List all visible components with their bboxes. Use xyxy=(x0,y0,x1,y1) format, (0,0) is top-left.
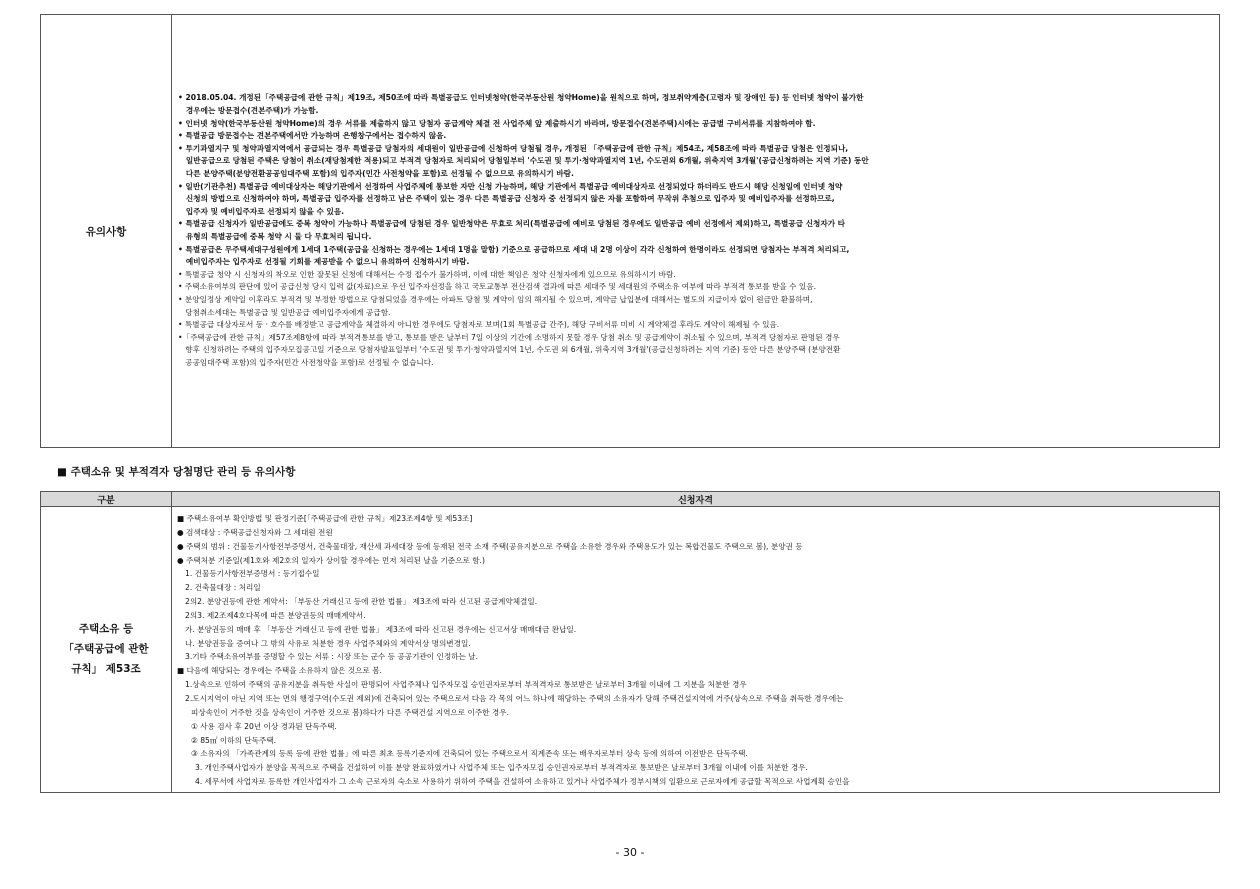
notes-line: 경우에는 방문접수(견본주택)가 가능함. xyxy=(178,106,319,116)
notes-line: 예비입주자는 입주자로 선정될 기회를 제공받을 수 없으니 유의하여 신청하시기 바람. xyxy=(178,257,470,267)
ownership-line: ● 검색대상 : 주택공급신청자와 그 세대원 전원 xyxy=(177,527,333,537)
notes-line: • 일반(기관추천) 특별공급 예비대상자는 해당기관에서 선정하여 사업주체에 통보한 자만 신청 가능하며, 해당 기관에서 특별공급 예비대상자로 선정되었다 하더라도 반드시 해당 신청일에 인터넷 청약 xyxy=(178,181,843,191)
notes-line: • 특별공급 방문접수는 견본주택에서만 가능하며 은행창구에서는 접수하지 않음. xyxy=(178,131,447,141)
ownership-line: ● 주택의 범위 : 건물등기사항전부증명서, 건축물대장, 재산세 과세대장 등에 등재된 전국 소재 주택(공유지분으로 주택을 소유한 경우와 주택용도가 있는 복합건물도 주택으로 봄), 분양권 등 xyxy=(177,541,803,551)
notes-line: • 인터넷 청약(한국부동산원 청약Home)의 경우 서류를 제출하지 않고 당첨자 공급계약 체결 전 사업주체 앞 제출하시기 바라며, 방문접수(견본주택)시에는 공급별 구비서류를 지참하여야 함. xyxy=(178,118,816,128)
notes-line: • 특별공급 대상자로서 동 · 호수를 배정받고 공급계약을 체결하지 아니한 경우에도 당첨자로 보며(1회 특별공급 간주), 해당 구비서류 미비 시 계약체결 후라도 계약이 해제될 수 있음. xyxy=(178,320,780,330)
notes-lines xyxy=(178,92,1211,369)
notes-line: 다른 분양주택(분양전환공공임대주택 포함)의 입주자(민간 사전청약을 포함)로 선정될 수 없으므로 유의하시기 바람. xyxy=(178,169,574,179)
notes-line: • 특별공급은 무주택세대구성원에게 1세대 1주택(공급을 신청하는 경우에는 1세대 1명을 말함) 기준으로 공급하므로 세대 내 2명 이상이 각각 신청하여 한명이라도 선정되면 당첨자는 부적격 처리되고, xyxy=(178,244,850,254)
ownership-line: 2의3. 제2조제4호다목에 따른 분양권등의 매매계약서. xyxy=(185,610,366,620)
ownership-line: 3. 개인주택사업자가 분양을 목적으로 주택을 건설하여 이를 분양 완료하였거나 사업주체 또는 입주자모집 승인권자로부터 부적격자로 통보받은 날로부터 3개월 이내에 이를 처분한 경우. xyxy=(195,763,808,773)
notes-line: 당첨취소세대는 특별공급 및 일반공급 예비입주자에게 공급함. xyxy=(178,307,391,317)
notes-body xyxy=(172,15,1220,448)
notes-line: • 분양일정상 계약일 이후라도 부적격 및 부정한 방법으로 당첨되었을 경우에는 아파트 당첨 및 계약이 임의 해지될 수 있으며, 계약금 납입분에 대해서는 별도의 지급이자 없이 원금만 환불하며, xyxy=(178,294,813,304)
notes-line: 입주자 및 예비입주자로 선정되지 않을 수 있음. xyxy=(178,206,345,216)
ownership-line: ② 85㎡ 이하의 단독주택. xyxy=(191,735,277,745)
notes-label: 유의사항 xyxy=(41,15,172,448)
ownership-line: 1.상속으로 인하여 주택의 공유지분을 취득한 사실이 판명되어 사업주체나 입주자모집 승인권자로부터 부적격자로 통보받은 날로부터 3개월 이내에 그 지분을 처분한 경우 xyxy=(185,680,747,690)
ownership-label-line: 「주택공급에 관한 xyxy=(63,643,149,656)
notes-line: 일반공급으로 당첨된 주택은 당첨이 취소(재당첨제한 적용)되고 부적격 당첨자로 처리되어 당첨일부터 '수도권 및 투기·청약과열지역 1년, 수도권외 6개월, 위축지역 3개월'(공급신청하려는 지역 기준) 동안 xyxy=(178,156,869,166)
notes-line: 신청의 방법으로 신청하여야 하며, 특별공급 입주자를 선정하고 남은 주택이 있는 경우 다른 특별공급 신청자 중 선정되지 않은 자를 포함하여 무작위 추첨으로 입주자 및 예비입주자를 선정하므로, xyxy=(178,194,835,204)
notes-line: • 투기과열지구 및 청약과열지역에서 공급되는 경우 특별공급 당첨자의 세대원이 일반공급에 신청하여 당첨될 경우, 개정된 「주택공급에 관한 규칙」제54조, 제58조에 따라 특별공급 당첨은 인정되나, xyxy=(178,143,849,153)
ownership-line: 4. 세무서에 사업자로 등록한 개인사업자가 그 소속 근로자의 숙소로 사용하기 위하여 주택을 건설하여 소유하고 있거나 사업주체가 정부시책의 일환으로 근로자에게 공급할 목적으로 사업계획 승인을 xyxy=(195,777,850,787)
col-header-category: 구분 xyxy=(41,492,172,507)
ownership-lines xyxy=(177,512,1213,789)
notes-line: 유형의 특별공급에 중복 청약 시 둘 다 무효처리 됩니다. xyxy=(178,232,372,241)
notes-line: 향후 신청하려는 주택의 입주자모집공고일 기준으로 당첨자발표일부터 '수도권 및 투기·청약과열지역 1년, 수도권 외 6개월, 위축지역 3개월'(공급신청하려는 지역 기준) 동안 다른 분양주택 (분양전환 xyxy=(178,345,841,355)
ownership-line: ● 주택처분 기준일(제1호와 제2호의 일자가 상이할 경우에는 먼저 처리된 날을 기준으로 함.) xyxy=(177,555,485,565)
ownership-line: ③ 소유자의 「가족관계의 등록 등에 관한 법률」에 따른 최초 등록기준지에 건축되어 있는 주택으로서 직계존속 또는 배우자로부터 상속 등에 의하여 이전받은 단독주택. xyxy=(191,749,748,759)
ownership-line: 나. 분양권등을 증여나 그 밖의 사유로 처분한 경우 사업주체와의 계약서상 명의변경일. xyxy=(185,638,471,648)
notes-line: • 특별공급 청약 시 신청자의 착오로 인한 잘못된 신청에 대해서는 수정 접수가 불가하며, 이에 대한 책임은 청약 신청자에게 있으므로 유의하시기 바람. xyxy=(178,269,676,279)
notes-table xyxy=(40,14,1220,448)
ownership-body xyxy=(172,507,1220,793)
ownership-line: ① 사용 검사 후 20년 이상 경과된 단독주택. xyxy=(191,721,337,731)
ownership-line: 가. 분양권등의 매매 후 「부동산 거래신고 등에 관한 법률」 제3조에 따라 신고된 경우에는 신고서상 매매대금 완납일. xyxy=(185,624,577,634)
ownership-label-line: 주택소유 등 xyxy=(78,623,134,636)
ownership-table xyxy=(40,491,1220,793)
ownership-line: 2의2. 분양권등에 관한 계약서: 「부동산 거래신고 등에 관한 법률」 제3조에 따라 신고된 공급계약체결일. xyxy=(185,597,538,607)
notes-line: •「주택공급에 관한 규칙」제57조제8항에 따라 부적격통보를 받고, 통보를 받은 날부터 7일 이상의 기간에 소명하지 못할 경우 당첨 취소 및 공급계약이 취소될 수 있으며, 부적격 당첨자로 판명된 경우 xyxy=(178,332,840,342)
notes-line: • 특별공급 신청자가 일반공급에도 중복 청약이 가능하나 특별공급에 당첨된 경우 일반청약은 무효로 처리(특별공급에 예비로 당첨된 경우에도 일반공급 예비 선정에서 제외)하고, 특별공급 신청자가 타 xyxy=(178,219,846,229)
ownership-line: ■ 주택소유여부 확인방법 및 판정기준[「주택공급에 관한 규칙」제23조제4항 및 제53조] xyxy=(177,514,473,523)
notes-line: • 2018.05.04. 개정된「주택공급에 관한 규칙」제19조, 제50조에 따라 특별공급도 인터넷청약(한국부동산원 청약Home)을 원칙으로 하며, 정보취약계층(고령자 및 장애인 등) 등 인터넷 청약이 불가한 xyxy=(178,93,864,103)
ownership-line: ■ 다음에 해당되는 경우에는 주택을 소유하지 않은 것으로 봄. xyxy=(177,666,382,676)
ownership-line: 3.기타 주택소유여부를 증명할 수 있는 서류 : 시장 또는 군수 등 공공기관이 인정하는 날. xyxy=(185,652,479,662)
ownership-label xyxy=(41,507,172,793)
notes-line: 공공임대주택 포함)의 입주자(민간 사전청약을 포함)로 선정될 수 없습니다. xyxy=(178,357,434,367)
ownership-label-line: 규칙」 제53조 xyxy=(71,663,141,676)
section-title: ■ 주택소유 및 부적격자 당첨명단 관리 등 유의사항 xyxy=(57,466,296,478)
notes-line: • 주택소유여부의 판단에 있어 공급신청 당시 입력 값(자료)으로 우선 입주자선정을 하고 국토교통부 전산검색 결과에 따른 세대주 및 세대원의 주택소유 여부에 따라 부적격 통보를 받을 수 있음. xyxy=(178,282,816,292)
ownership-line: 2.도시지역이 아닌 지역 또는 면의 행정구역(수도권 제외)에 건축되어 있는 주택으로서 다음 각 목의 어느 하나에 해당하는 주택의 소유자가 당해 주택건설지역에 거주(상속으로 주택을 취득한 경우에는 xyxy=(185,693,844,703)
col-header-qualification: 신청자격 xyxy=(172,492,1220,507)
ownership-line: 1. 건물등기사항전부증명서 : 등기접수일 xyxy=(185,569,320,579)
ownership-line: 2. 건축물대장 : 처리일 xyxy=(185,583,261,593)
ownership-line: 피상속인이 거주한 것을 상속인이 거주한 것으로 봄)하다가 다른 주택건설 지역으로 이주한 경우. xyxy=(191,707,510,717)
page-number: - 30 - xyxy=(615,846,645,859)
